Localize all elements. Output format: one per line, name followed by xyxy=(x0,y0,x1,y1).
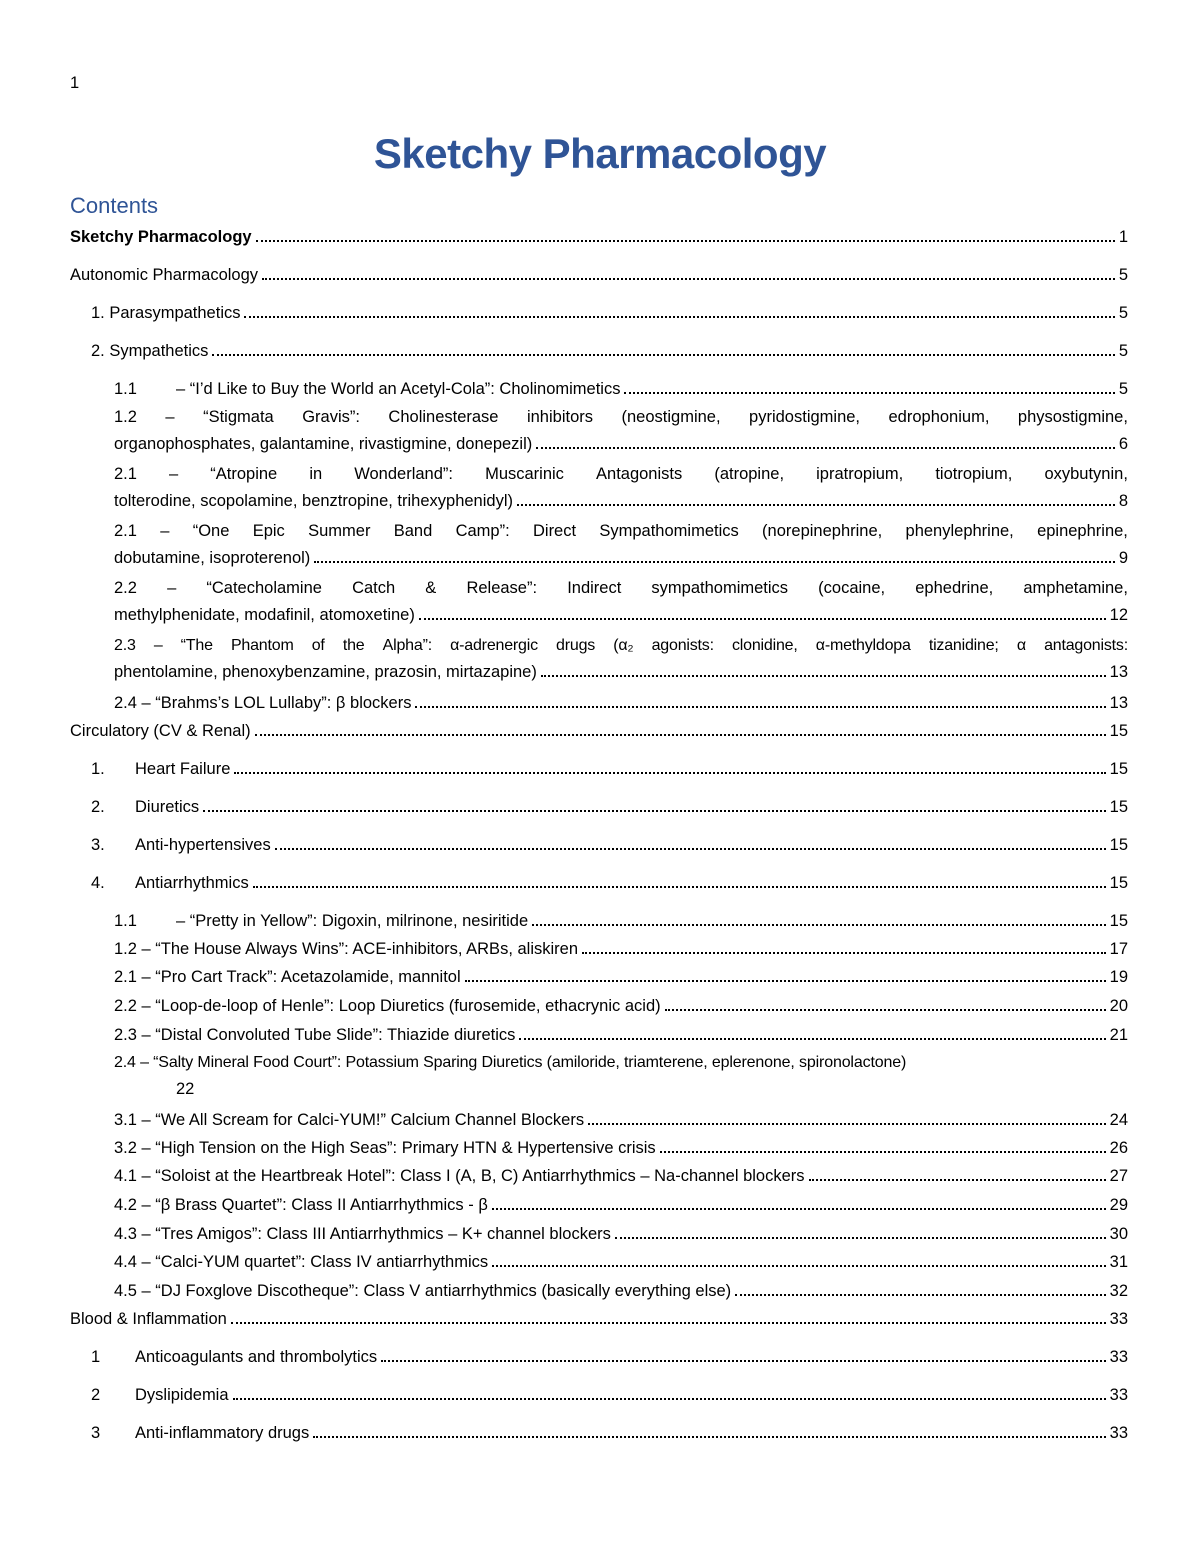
toc-dot-leader xyxy=(665,1009,1106,1011)
toc-entry-label: Circulatory (CV & Renal) xyxy=(70,722,251,740)
toc-entry-class-i-antiarrhythmics[interactable] xyxy=(114,1167,1128,1186)
toc-word: agonists: xyxy=(651,637,714,654)
toc-word: Summer xyxy=(308,522,371,540)
toc-word: α-methyldopa xyxy=(815,637,911,654)
toc-page-number: 13 xyxy=(1109,694,1128,712)
toc-word: edrophonium, xyxy=(888,408,990,426)
document-title: Sketchy Pharmacology xyxy=(373,130,827,177)
toc-entry-label: 2.4 – “Brahms’s LOL Lullaby”: β blockers xyxy=(114,694,412,712)
toc-entry-label: 1. Parasympathetics xyxy=(91,304,241,322)
toc-word: Alpha”: xyxy=(382,637,432,654)
toc-dot-leader xyxy=(536,447,1115,449)
toc-word: tizanidine; xyxy=(928,637,999,654)
toc-page-number: 15 xyxy=(1109,874,1128,892)
toc-dot-leader xyxy=(615,1237,1106,1239)
toc-entry-label: 2.1 – “Pro Cart Track”: Acetazolamide, mannitol xyxy=(114,968,461,986)
toc-word: Band xyxy=(393,522,433,540)
toc-word: “Catecholamine xyxy=(206,579,322,597)
toc-entry-circulatory[interactable] xyxy=(70,722,1128,741)
toc-dot-leader xyxy=(233,1398,1106,1400)
toc-entry-cholinesterase-inhibitors[interactable] xyxy=(114,408,1128,453)
page-number: 1 xyxy=(70,74,80,92)
toc-word: (neostigmine, xyxy=(621,408,721,426)
toc-entry-calcium-channel-blockers[interactable] xyxy=(114,1111,1128,1130)
toc-page-number: 6 xyxy=(1118,435,1128,453)
toc-entry-label: Sketchy Pharmacology xyxy=(70,228,252,246)
toc-entry-direct-sympathomimetics[interactable] xyxy=(114,522,1128,567)
toc-entry-number: 3. xyxy=(91,836,105,854)
toc-entry-label: 2.3 – “Distal Convoluted Tube Slide”: Thiazide diuretics xyxy=(114,1026,516,1044)
toc-page-number: 33 xyxy=(1109,1424,1128,1442)
toc-dot-leader xyxy=(415,706,1105,708)
toc-dot-leader xyxy=(255,734,1106,736)
toc-page-number: 22 xyxy=(176,1080,195,1098)
toc-dot-leader xyxy=(275,848,1106,850)
toc-entry-heart-failure[interactable] xyxy=(91,760,1128,779)
toc-page-number: 15 xyxy=(1109,760,1128,778)
toc-entry-anticoagulants[interactable] xyxy=(91,1348,1128,1367)
toc-dot-leader xyxy=(314,561,1115,563)
toc-entry-blood-inflammation[interactable] xyxy=(70,1310,1128,1329)
toc-word: antagonists: xyxy=(1044,637,1128,654)
toc-word: Indirect xyxy=(567,579,622,597)
toc-page-number: 5 xyxy=(1118,380,1128,398)
toc-word: – xyxy=(169,465,179,483)
toc-entry-label: Heart Failure xyxy=(135,760,231,778)
toc-dot-leader xyxy=(313,1436,1105,1438)
toc-dot-leader xyxy=(203,810,1105,812)
toc-entry-loop-de-loop[interactable] xyxy=(114,997,1128,1016)
toc-dot-leader xyxy=(465,980,1106,982)
toc-page-number: 15 xyxy=(1109,798,1128,816)
toc-entry-pretty-in-yellow[interactable] xyxy=(114,912,1128,931)
toc-page-number: 26 xyxy=(1109,1139,1128,1157)
toc-entry-label: Anti-hypertensives xyxy=(135,836,271,854)
toc-entry-label: 3.1 – “We All Scream for Calci-YUM!” Calcium Channel Blockers xyxy=(114,1111,585,1129)
toc-entry-number: 2. xyxy=(91,798,105,816)
toc-word: 1.2 xyxy=(114,408,137,426)
toc-dot-leader xyxy=(809,1179,1106,1181)
toc-entry-label: 2. Sympathetics xyxy=(91,342,209,360)
toc-word: tiotropium, xyxy=(935,465,1013,483)
toc-dot-leader xyxy=(660,1151,1106,1153)
toc-word: of xyxy=(311,637,325,654)
toc-dot-leader xyxy=(541,675,1106,677)
toc-page-number: 33 xyxy=(1109,1386,1128,1404)
toc-word: Phantom xyxy=(230,637,294,654)
toc-page-number: 15 xyxy=(1109,722,1128,740)
toc-entry-class-iii-antiarrhythmics[interactable] xyxy=(114,1225,1128,1244)
toc-page-number: 17 xyxy=(1109,940,1128,958)
toc-dot-leader xyxy=(419,618,1106,620)
toc-word: “The xyxy=(180,637,213,654)
toc-entry-label-line2: phentolamine, phenoxybenzamine, prazosin, mirtazapine) xyxy=(114,663,537,681)
toc-word: Wonderland”: xyxy=(354,465,453,483)
toc-word: 2.3 xyxy=(114,637,136,654)
toc-page-number: 15 xyxy=(1109,912,1128,930)
toc-word: Catch xyxy=(352,579,396,597)
toc-entry-number: 1 xyxy=(91,1348,101,1366)
toc-entry-sketchy-pharmacology[interactable] xyxy=(70,228,1128,247)
toc-word: Cholinesterase xyxy=(388,408,499,426)
toc-word: Sympathomimetics xyxy=(599,522,739,540)
toc-dot-leader xyxy=(234,772,1105,774)
toc-dot-leader xyxy=(735,1294,1105,1296)
toc-page-number: 31 xyxy=(1109,1253,1128,1271)
toc-dot-leader xyxy=(624,392,1114,394)
toc-word: the xyxy=(342,637,365,654)
toc-word: clonidine, xyxy=(732,637,798,654)
toc-entry-anti-inflammatory[interactable] xyxy=(91,1424,1128,1443)
toc-word: (norepinephrine, xyxy=(762,522,883,540)
toc-entry-class-ii-antiarrhythmics[interactable] xyxy=(114,1196,1128,1215)
toc-entry-beta-blockers[interactable] xyxy=(114,694,1128,713)
toc-word: (cocaine, xyxy=(818,579,886,597)
contents-heading: Contents xyxy=(70,193,159,218)
toc-word: ipratropium, xyxy=(816,465,904,483)
toc-page-number: 27 xyxy=(1109,1167,1128,1185)
toc-entry-label: Diuretics xyxy=(135,798,200,816)
toc-entry-indirect-sympathomimetics[interactable] xyxy=(114,579,1128,624)
toc-word: – xyxy=(167,579,177,597)
toc-word: & xyxy=(425,579,437,597)
toc-word: (atropine, xyxy=(714,465,785,483)
toc-page-number: 24 xyxy=(1109,1111,1128,1129)
toc-entry-label: Antiarrhythmics xyxy=(135,874,249,892)
toc-entry-label: Anticoagulants and thrombolytics xyxy=(135,1348,378,1366)
toc-dot-leader xyxy=(256,240,1115,242)
toc-page-number: 13 xyxy=(1109,663,1128,681)
toc-word: epinephrine, xyxy=(1037,522,1128,540)
toc-word: – xyxy=(165,408,175,426)
toc-dot-leader xyxy=(492,1265,1106,1267)
toc-entry-label-line1 xyxy=(114,408,1128,427)
toc-word: (α₂ xyxy=(613,637,634,654)
toc-entry-label-line2: dobutamine, isoproterenol) xyxy=(114,549,311,567)
toc-entry-label: 4.1 – “Soloist at the Heartbreak Hotel”: Class I (A, B, C) Antiarrhythmics – Na-channel blockers xyxy=(114,1167,805,1185)
toc-word: α-adrenergic xyxy=(450,637,538,654)
toc-page-number: 5 xyxy=(1118,266,1128,284)
toc-page-number: 32 xyxy=(1109,1282,1128,1300)
toc-page-number: 20 xyxy=(1109,997,1128,1015)
toc-entry-class-v-antiarrhythmics[interactable] xyxy=(114,1282,1128,1301)
toc-word: Antagonists xyxy=(596,465,683,483)
toc-word: “Stigmata xyxy=(203,408,274,426)
toc-entry-label-line1 xyxy=(114,579,1128,598)
toc-page-number: 33 xyxy=(1109,1310,1128,1328)
toc-entry-number: 3 xyxy=(91,1424,101,1442)
toc-entry-muscarinic-antagonists[interactable] xyxy=(114,465,1128,510)
toc-dot-leader xyxy=(588,1123,1106,1125)
toc-entry-parasympathetics[interactable] xyxy=(91,304,1128,323)
toc-page-number: 1 xyxy=(1118,228,1128,246)
toc-word: drugs xyxy=(556,637,596,654)
toc-entry-potassium-sparing[interactable] xyxy=(114,1054,1128,1098)
toc-entry-antiarrhythmics[interactable] xyxy=(91,874,1128,893)
toc-entry-sympathetics[interactable] xyxy=(91,342,1128,361)
toc-word: Direct xyxy=(532,522,577,540)
toc-page-number: 9 xyxy=(1118,549,1128,567)
toc-entry-cholinomimetics[interactable] xyxy=(114,380,1128,399)
toc-word: – xyxy=(160,522,170,540)
toc-entry-high-tension[interactable] xyxy=(114,1139,1128,1158)
toc-entry-distal-convoluted[interactable] xyxy=(114,1026,1128,1045)
toc-entry-number: 2 xyxy=(91,1386,101,1404)
toc-word: ephedrine, xyxy=(915,579,994,597)
toc-entry-label: 4.3 – “Tres Amigos”: Class III Antiarrhythmics – K+ channel blockers xyxy=(114,1225,611,1243)
toc-entry-label-line2: methylphenidate, modafinil, atomoxetine) xyxy=(114,606,415,624)
toc-entry-label: 4.5 – “DJ Foxglove Discotheque”: Class V antiarrhythmics (basically everything else) xyxy=(114,1282,732,1300)
toc-entry-label-line1 xyxy=(114,637,1128,655)
toc-dot-leader xyxy=(532,924,1105,926)
toc-entry-label: 1.2 – “The House Always Wins”: ACE-inhibitors, ARBs, aliskiren xyxy=(114,940,579,958)
toc-dot-leader xyxy=(492,1208,1106,1210)
toc-entry-label: Dyslipidemia xyxy=(135,1386,229,1404)
toc-page-number: 33 xyxy=(1109,1348,1128,1366)
toc-word: amphetamine, xyxy=(1023,579,1128,597)
toc-entry-label: 4.4 – “Calci-YUM quartet”: Class IV antiarrhythmics xyxy=(114,1253,489,1271)
toc-word: – xyxy=(153,637,163,654)
toc-entry-house-always-wins[interactable] xyxy=(114,940,1128,959)
toc-dot-leader xyxy=(253,886,1106,888)
toc-word: 2.1 xyxy=(114,522,137,540)
toc-entry-class-iv-antiarrhythmics[interactable] xyxy=(114,1253,1128,1272)
toc-entry-pro-cart-track[interactable] xyxy=(114,968,1128,987)
toc-entry-label-line1 xyxy=(114,465,1128,484)
toc-entry-label-line1: 2.4 – “Salty Mineral Food Court”: Potassium Sparing Diuretics (amiloride, triamterene, eplerenone, spironolactone) xyxy=(114,1054,907,1071)
toc-entry-number: 1.1 xyxy=(114,380,137,398)
toc-page-number: 5 xyxy=(1118,304,1128,322)
toc-entry-label: Anti-inflammatory drugs xyxy=(135,1424,310,1442)
toc-word: Muscarinic xyxy=(485,465,564,483)
toc-dot-leader xyxy=(582,952,1106,954)
toc-page-number: 12 xyxy=(1109,606,1128,624)
toc-word: α xyxy=(1016,637,1026,654)
toc-dot-leader xyxy=(381,1360,1106,1362)
toc-word: in xyxy=(309,465,323,483)
toc-word: 2.1 xyxy=(114,465,137,483)
toc-word: Gravis”: xyxy=(302,408,360,426)
toc-dot-leader xyxy=(244,316,1114,318)
toc-word: Release”: xyxy=(466,579,538,597)
toc-entry-label: – “I’d Like to Buy the World an Acetyl-Cola”: Cholinomimetics xyxy=(176,380,621,398)
toc-page-number: 15 xyxy=(1109,836,1128,854)
toc-page-number: 19 xyxy=(1109,968,1128,986)
toc-word: oxybutynin, xyxy=(1044,465,1128,483)
toc-entry-label: 4.2 – “β Brass Quartet”: Class II Antiarrhythmics - β xyxy=(114,1196,488,1214)
toc-entry-number: 4. xyxy=(91,874,105,892)
toc-word: “Atropine xyxy=(210,465,278,483)
toc-page-number: 5 xyxy=(1118,342,1128,360)
toc-word: pyridostigmine, xyxy=(749,408,861,426)
toc-entry-alpha-adrenergic-drugs[interactable] xyxy=(114,637,1128,681)
toc-word: Camp”: xyxy=(455,522,510,540)
toc-entry-diuretics[interactable] xyxy=(91,798,1128,817)
toc-entry-label: 3.2 – “High Tension on the High Seas”: Primary HTN & Hypertensive crisis xyxy=(114,1139,656,1157)
toc-dot-leader xyxy=(517,504,1115,506)
toc-entry-label-line2: organophosphates, galantamine, rivastigmine, donepezil) xyxy=(114,435,533,453)
toc-entry-label: Blood & Inflammation xyxy=(70,1310,227,1328)
toc-page-number: 8 xyxy=(1118,492,1128,510)
toc-entry-label: 2.2 – “Loop-de-loop of Henle”: Loop Diuretics (furosemide, ethacrynic acid) xyxy=(114,997,661,1015)
toc-word: Epic xyxy=(252,522,285,540)
toc-page-number: 21 xyxy=(1109,1026,1128,1044)
toc-entry-autonomic-pharmacology[interactable] xyxy=(70,266,1128,285)
toc-entry-label-line1 xyxy=(114,522,1128,541)
toc-word: sympathomimetics xyxy=(651,579,789,597)
toc-word: phenylephrine, xyxy=(905,522,1014,540)
toc-entry-number: 1.1 xyxy=(114,912,137,930)
toc-page-number: 29 xyxy=(1109,1196,1128,1214)
toc-word: 2.2 xyxy=(114,579,137,597)
toc-entry-label: Autonomic Pharmacology xyxy=(70,266,259,284)
toc-word: physostigmine, xyxy=(1017,408,1128,426)
toc-word: “One xyxy=(192,522,230,540)
toc-entry-label: – “Pretty in Yellow”: Digoxin, milrinone, nesiritide xyxy=(176,912,529,930)
toc-entry-anti-hypertensives[interactable] xyxy=(91,836,1128,855)
toc-entry-label-line2: tolterodine, scopolamine, benztropine, trihexyphenidyl) xyxy=(114,492,513,510)
toc-entry-dyslipidemia[interactable] xyxy=(91,1386,1128,1405)
toc-dot-leader xyxy=(262,278,1115,280)
toc-entry-number: 1. xyxy=(91,760,105,778)
toc-dot-leader xyxy=(231,1322,1106,1324)
toc-page-number: 30 xyxy=(1109,1225,1128,1243)
toc-dot-leader xyxy=(212,354,1114,356)
toc-dot-leader xyxy=(519,1038,1105,1040)
toc-word: inhibitors xyxy=(526,408,594,426)
